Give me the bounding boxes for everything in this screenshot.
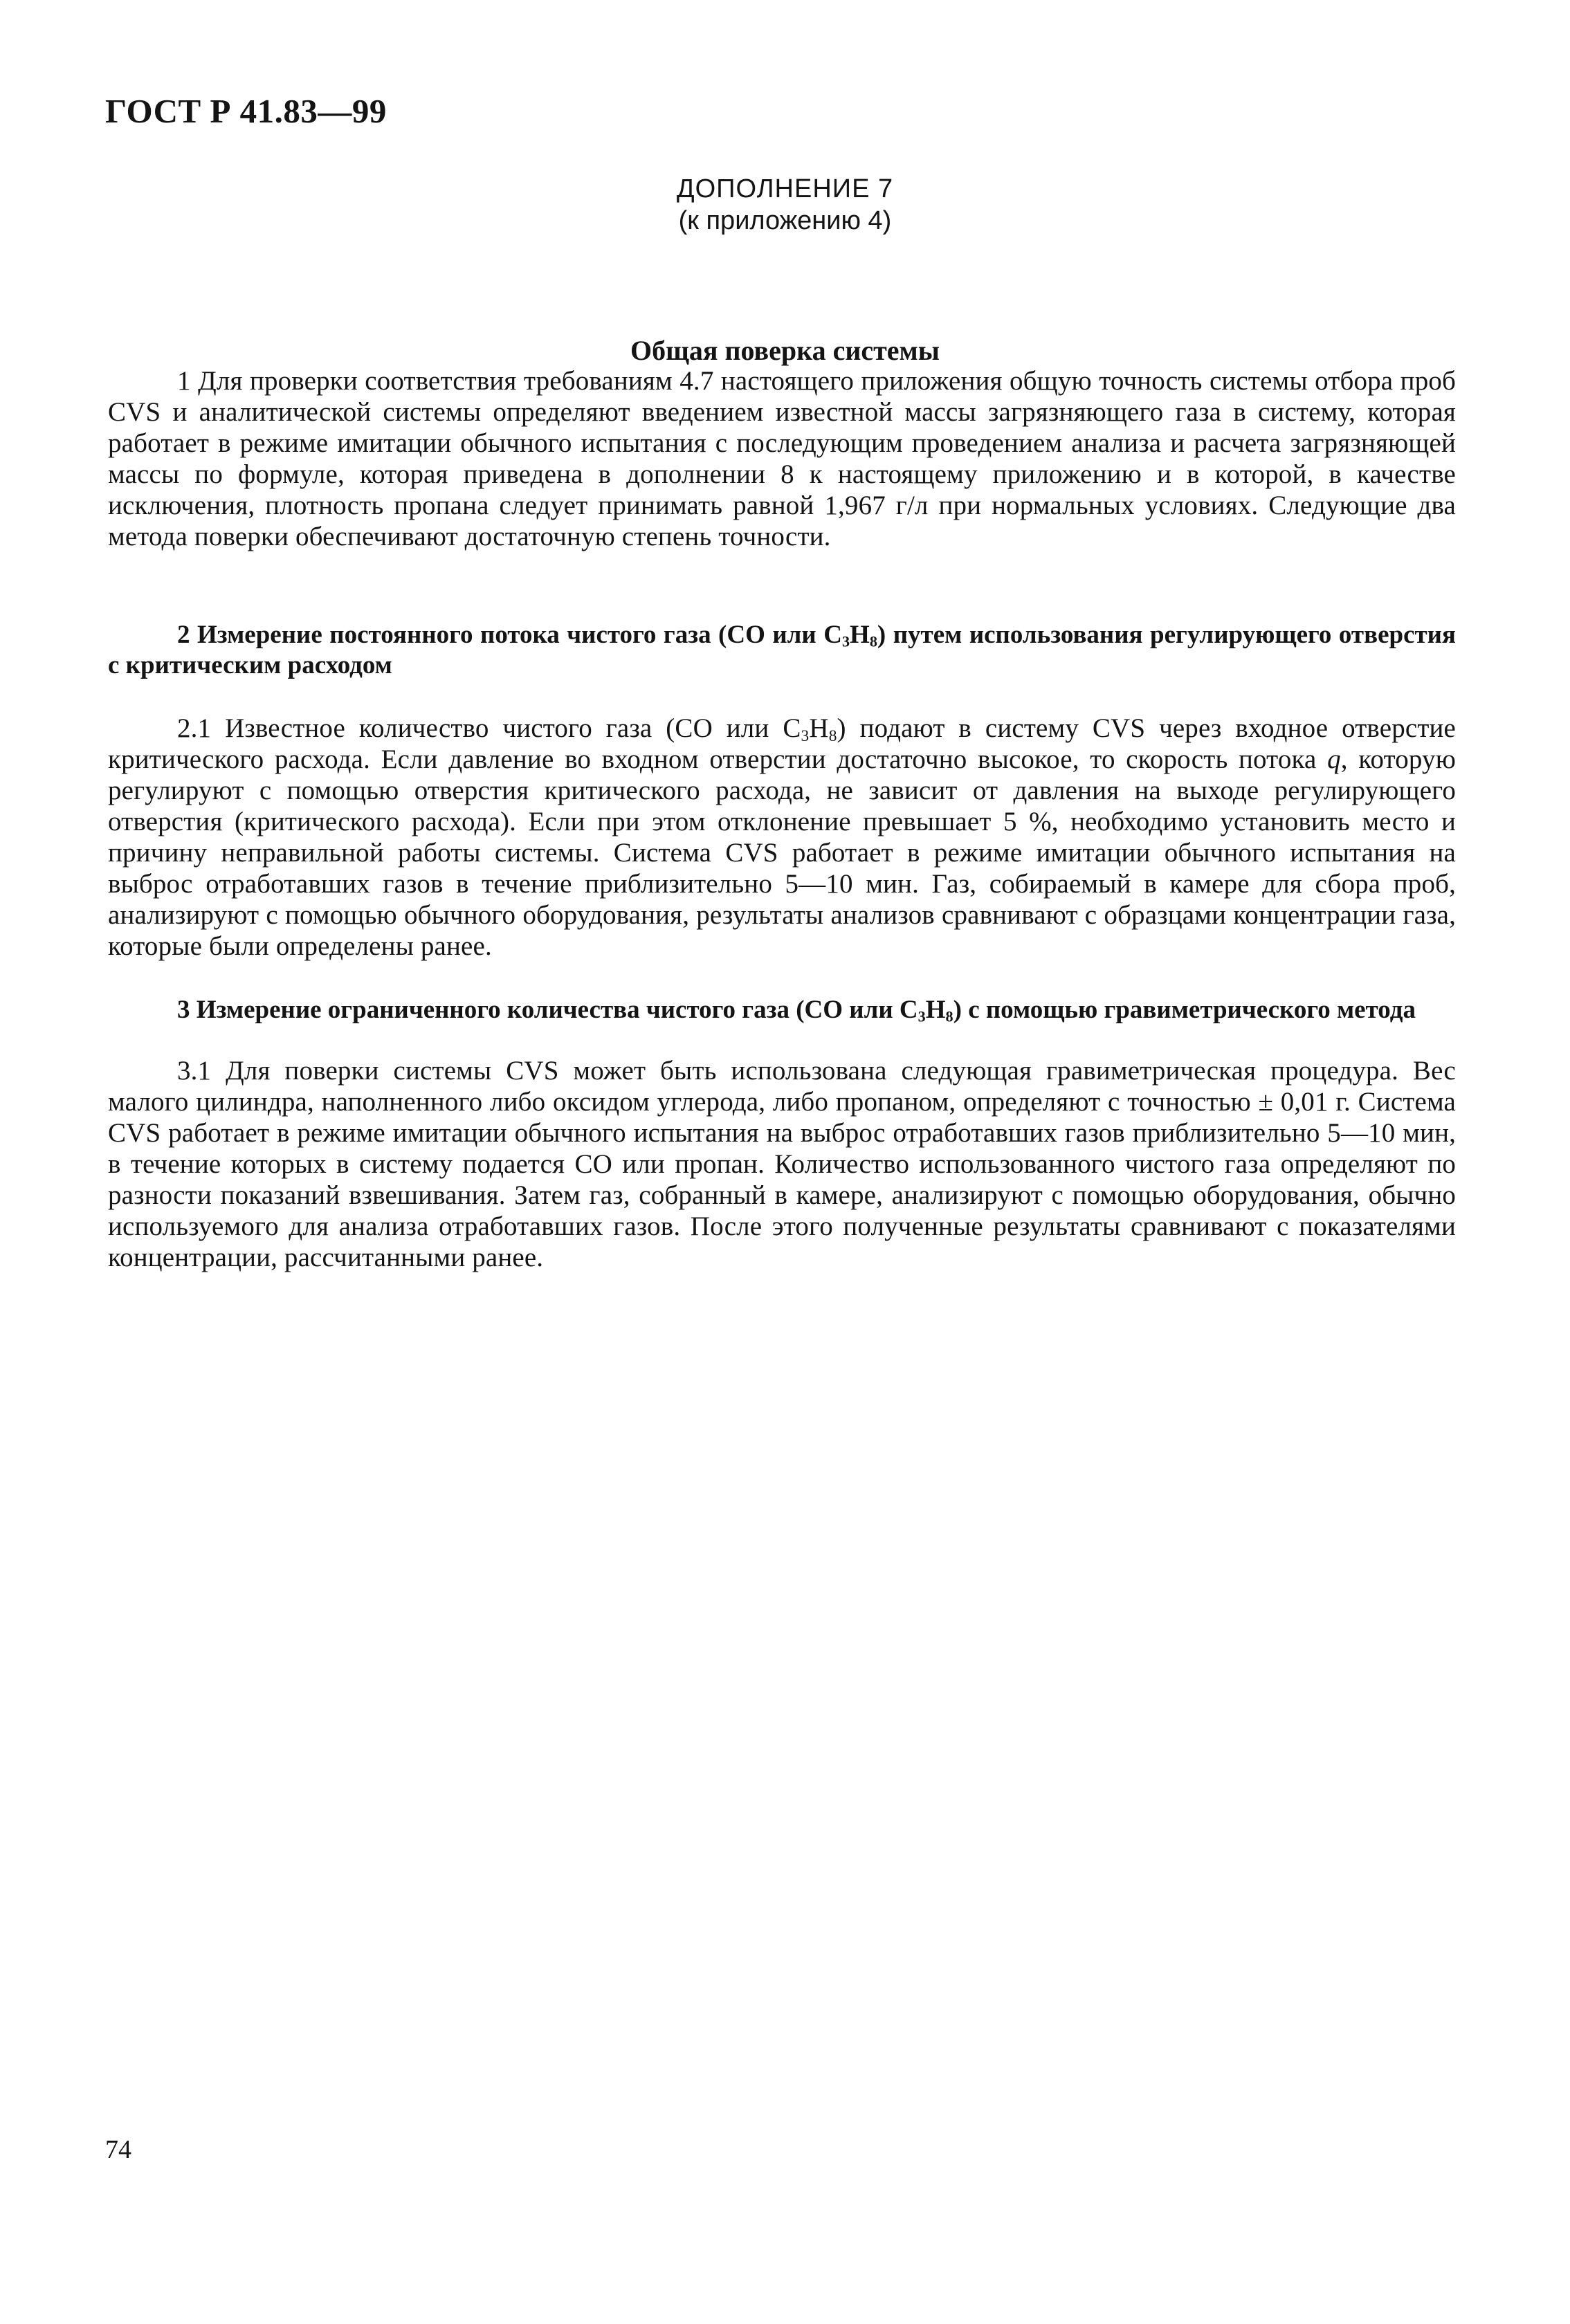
supplement-block (0, 173, 1570, 237)
main-heading: Общая поверка системы (630, 335, 940, 366)
paragraph-2-1-part-d: , которую регулируют с помощью отверстия критического расхода, не зависит от давления на выходе регулирующего отверстия (критического расхода). Если при этом отклонение превышает 5 %, необходимо установить место и причину неправильной работы системы. Система CVS работает в режиме имитации обычного испытания на выброс отработавших газов в течение приблизительно 5—10 мин. Газ, собираемый в камере для сбора проб, анализируют с помощью обычного оборудования, результаты анализов сравнивают с образцами концентрации газа, которые были определены ранее. (108, 744, 1456, 961)
section-heading-2-sub-1: 3 (841, 632, 850, 650)
standard-code: ГОСТ Р 41.83—99 (105, 92, 387, 130)
section-heading-3-part-c: ) с помощью гравиметрического метода (953, 996, 1416, 1024)
paragraph-2-1-q-symbol: q (1327, 744, 1341, 774)
paragraph-2-1-part-c: ) подают в систему CVS через входное отверстие критического расхода. Если давление во входном отверстии достаточно высокое, то скорость потока (108, 713, 1456, 774)
paragraph-3-1: 3.1 Для поверки системы CVS может быть использована следующая гравиметрическая процедура. Вес малого цилиндра, наполненного либо оксидом углерода, либо пропаном, определяют с точностью ± 0,01 г. Система CVS работает в режиме имитации обычного испытания на выброс отработавших газов приблизительно 5—10 мин, в течение которых в систему подается СО или пропан. Количество использованного чистого газа определяют по разности показаний взвешивания. Затем газ, собранный в камере, анализируют с помощью оборудования, обычно используемого для анализа отработавших газов. После этого полученные результаты сравнивают с показателями концентрации, рассчитанными ранее. (108, 1056, 1456, 1272)
section-heading-3-part-a: 3 Измерение ограниченного количества чистого газа (СО или С (177, 996, 918, 1024)
supplement-reference: (к приложению 4) (678, 206, 892, 235)
paragraph-2-1-sub-2: 8 (828, 726, 837, 745)
section-heading-3-sub-1: 3 (918, 1007, 926, 1025)
section-heading-3 (108, 995, 1456, 1025)
section-heading-2-part-c: ) путем использования регулирующего отверстия с критическим расходом (108, 621, 1456, 679)
section-heading-2 (108, 620, 1456, 681)
supplement-title: ДОПОЛНЕНИЕ 7 (676, 174, 894, 203)
page-number: 74 (105, 2135, 131, 2164)
paragraph-1: 1 Для проверки соответствия требованиям 4.7 настоящего приложения общую точность системы отбора проб CVS и аналитической системы определяют введением известной массы загрязняющего газа в систему, которая работает в режиме имитации обычного испытания с последующим проведением анализа и расчета загрязняющей массы по формуле, которая приведена в дополнении 8 к настоящему приложению и в которой, в качестве исключения, плотность пропана следует принимать равной 1,967 г/л при нормальных условиях. Следующие два метода поверки обеспечивают достаточную степень точности. (108, 366, 1456, 551)
section-heading-3-sub-2: 8 (945, 1007, 953, 1025)
paragraph-2-1-sub-1: 3 (801, 726, 810, 745)
paragraph-2-1-part-b: Н (809, 713, 829, 743)
paragraph-2-1-part-a: 2.1 Известное количество чистого газа (СО или С (177, 713, 801, 743)
paragraph-2-1 (108, 713, 1456, 962)
section-heading-2-part-b: Н (850, 621, 870, 649)
section-heading-2-sub-2: 8 (869, 632, 877, 650)
section-heading-2-part-a: 2 Измерение постоянного потока чистого газа (СО или С (177, 621, 842, 649)
section-heading-3-part-b: Н (925, 996, 946, 1024)
